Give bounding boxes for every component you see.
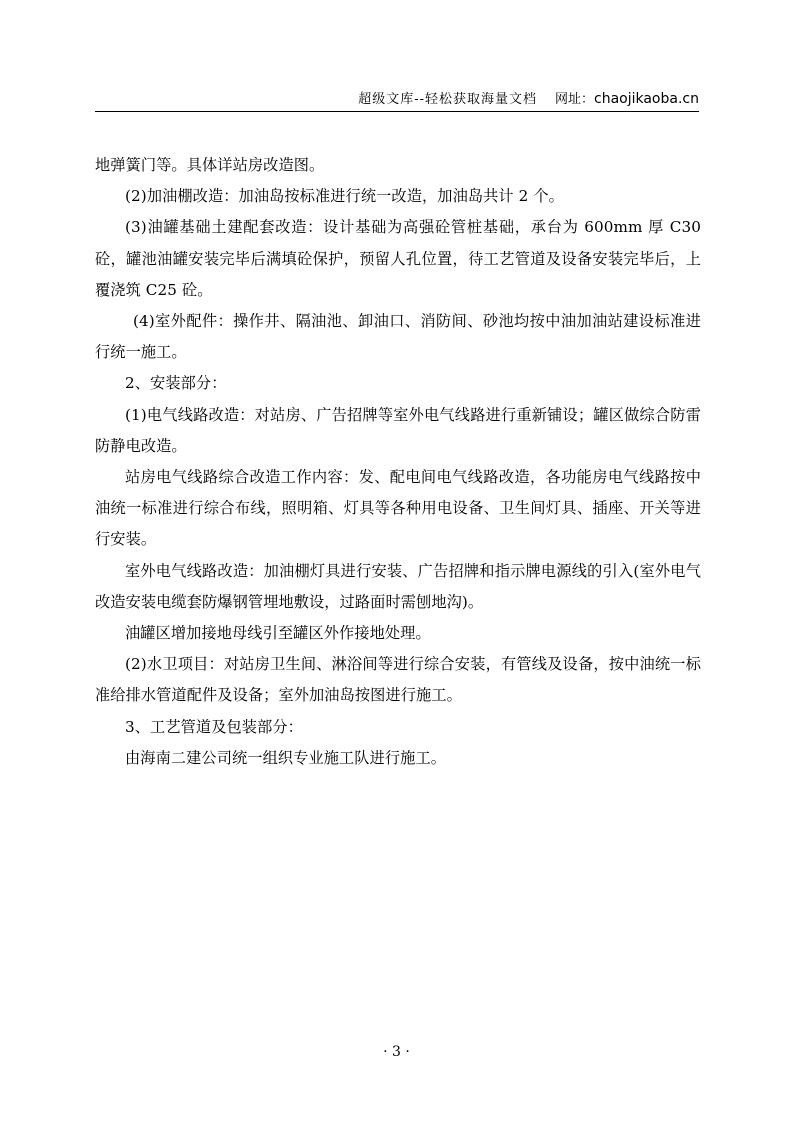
header-site-label: 网址： [554, 92, 594, 107]
page-header [95, 88, 699, 110]
header-divider [95, 111, 699, 112]
paragraph: (1)电气线路改造：对站房、广告招牌等室外电气线路进行重新铺设；罐区做综合防雷防静电改造。 [95, 405, 701, 455]
paragraph: (2)加油棚改造：加油岛按标准进行统一改造，加油岛共计 2 个。 [125, 187, 564, 206]
document-body [95, 150, 701, 774]
paragraph: (2)水卫项目：对站房卫生间、淋浴间等进行综合安装，有管线及设备，按中油统一标准给排水管道配件及设备；室外加油岛按图进行施工。 [95, 655, 701, 705]
page-number: · 3 · [383, 1044, 410, 1060]
paragraph: 室外电气线路改造：加油棚灯具进行安装、广告招牌和指示牌电源线的引入(室外电气改造安装电缆套防爆钢管埋地敷设，过路面时需刨地沟)。 [95, 561, 701, 611]
paragraph: 油罐区增加接地母线引至罐区外作接地处理。 [125, 624, 431, 643]
paragraph: (3)油罐基础土建配套改造：设计基础为高强砼管桩基础，承台为 600mm 厚 C30 砼，罐池油罐安装完毕后满填砼保护，预留人孔位置，待工艺管道及设备安装完毕后，上覆浇筑 C25 砼。 [95, 218, 701, 299]
paragraph: (4)室外配件：操作井、隔油池、卸油口、消防间、砂池均按中油加油站建设标准进行统一施工。 [95, 312, 701, 362]
paragraph: 由海南二建公司统一组织专业施工队进行施工。 [125, 748, 447, 767]
paragraph: 地弹簧门等。具体详站房改造图。 [95, 156, 325, 174]
header-brand: 超级文库--轻松获取海量文档 [358, 92, 537, 107]
header-url[interactable]: chaojikaoba.cn [594, 91, 699, 107]
section-heading: 3、工艺管道及包装部分： [125, 717, 303, 736]
section-heading: 2、安装部分： [125, 374, 227, 393]
paragraph: 站房电气线路综合改造工作内容：发、配电间电气线路改造，各功能房电气线路按中油统一标准进行综合布线，照明箱、灯具等各种用电设备、卫生间灯具、插座、开关等进行安装。 [95, 468, 701, 549]
